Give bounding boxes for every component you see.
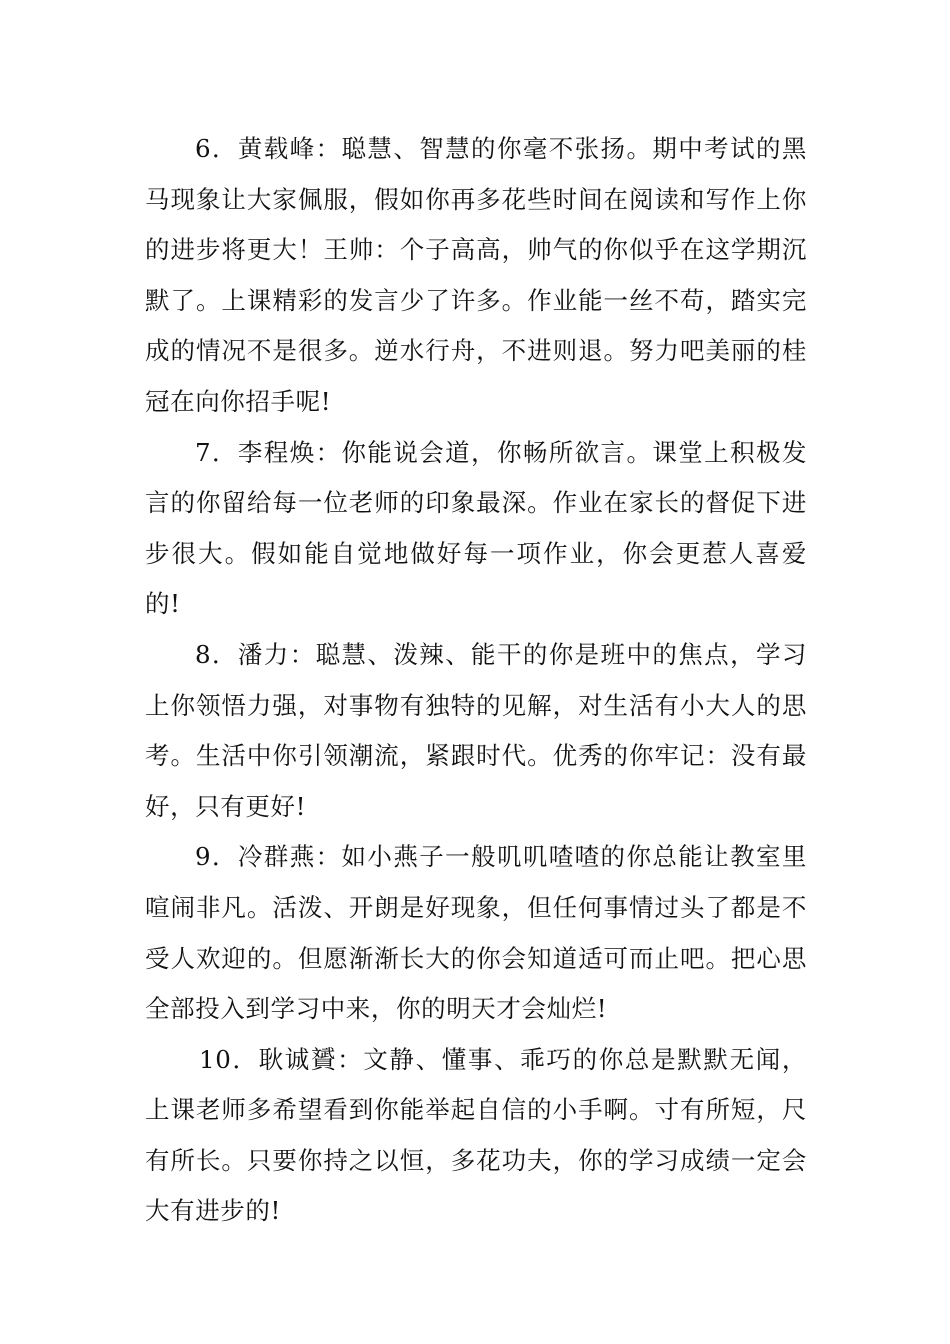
paragraph-8: 8．潘力：聪慧、泼辣、能干的你是班中的焦点，学习上你领悟力强，对事物有独特的见解，对生活有小大人的思考。生活中你引领潮流，紧跟时代。优秀的你牢记：没有最好，只有更好!: [145, 639, 807, 821]
paragraph-6: 6．黄载峰：聪慧、智慧的你毫不张扬。期中考试的黑马现象让大家佩服，假如你再多花些时间在阅读和写作上你的进步将更大！王帅：个子高高，帅气的你似乎在这学期沉默了。上课精彩的发言少了许多。作业能一丝不苟，踏实完成的情况不是很多。逆水行舟，不进则退。努力吧美丽的桂冠在向你招手呢!: [145, 134, 807, 416]
paragraph-10: 10．耿诚贇：文静、懂事、乖巧的你总是默默无闻，上课老师多希望看到你能举起自信的小手啊。寸有所短，尺有所长。只要你持之以恒，多花功夫，你的学习成绩一定会大有进步的!: [145, 1044, 807, 1226]
paragraph-9: 9．冷群燕：如小燕子一般叽叽喳喳的你总能让教室里喧闹非凡。活泼、开朗是好现象，但任何事情过头了都是不受人欢迎的。但愿渐渐长大的你会知道适可而止吧。把心思全部投入到学习中来，你的明天才会灿烂!: [145, 842, 807, 1024]
paragraph-7: 7．李程焕：你能说会道，你畅所欲言。课堂上积极发言的你留给每一位老师的印象最深。作业在家长的督促下进步很大。假如能自觉地做好每一项作业，你会更惹人喜爱的!: [145, 437, 807, 619]
document-body: [145, 124, 807, 1237]
